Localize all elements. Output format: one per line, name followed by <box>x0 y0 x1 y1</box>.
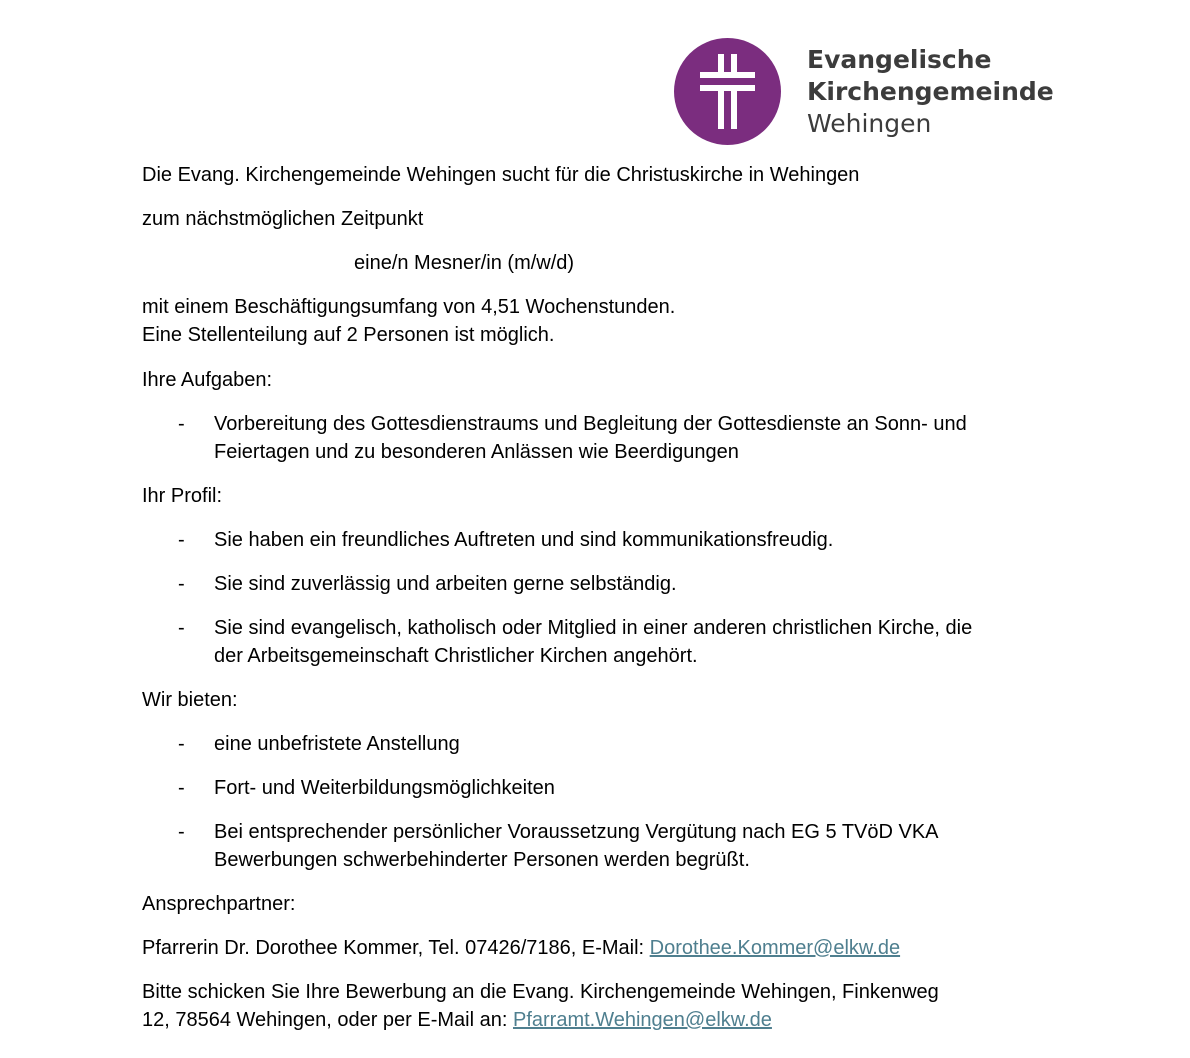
list-bullet: - <box>178 617 185 639</box>
position-title: eine/n Mesner/in (m/w/d) <box>354 252 575 274</box>
church-logo <box>674 38 1054 148</box>
list-item-text: Sie sind zuverlässig und arbeiten gerne selbständig. <box>214 573 677 595</box>
logo-line-3: Wehingen <box>807 109 932 138</box>
list-item-text: Fort- und Weiterbildungsmöglichkeiten <box>214 777 555 799</box>
intro-line-2: zum nächstmöglichen Zeitpunkt <box>142 208 424 230</box>
contact-line <box>142 934 900 962</box>
list-bullet: - <box>178 777 185 799</box>
list-item-text: Bewerbungen schwerbehinderter Personen werden begrüßt. <box>214 849 750 871</box>
list-item-text: Bei entsprechender persönlicher Voraussetzung Vergütung nach EG 5 TVöD VKA <box>214 821 939 843</box>
offer-heading: Wir bieten: <box>142 689 238 711</box>
list-item-text: Sie haben ein freundliches Auftreten und sind kommunikationsfreudig. <box>214 529 834 551</box>
list-bullet: - <box>178 821 185 843</box>
list-bullet: - <box>178 413 185 435</box>
logo-line-1: Evangelische <box>807 45 992 74</box>
list-item-text: Feiertagen und zu besonderen Anlässen wie Beerdigungen <box>214 441 739 463</box>
contact-heading: Ansprechpartner: <box>142 893 296 915</box>
list-item-text: eine unbefristete Anstellung <box>214 733 460 755</box>
scope-line-1: mit einem Beschäftigungsumfang von 4,51 Wochenstunden. <box>142 296 676 318</box>
list-item-text: der Arbeitsgemeinschaft Christlicher Kirchen angehört. <box>214 645 698 667</box>
apply-line-2 <box>142 1006 772 1034</box>
logo-circle <box>674 38 781 145</box>
logo-line-2: Kirchengemeinde <box>807 77 1054 106</box>
apply-line-1: Bitte schicken Sie Ihre Bewerbung an die Evang. Kirchengemeinde Wehingen, Finkenweg <box>142 981 939 1003</box>
tasks-heading: Ihre Aufgaben: <box>142 369 273 391</box>
list-bullet: - <box>178 529 185 551</box>
intro-line-1: Die Evang. Kirchengemeinde Wehingen sucht für die Christuskirche in Wehingen <box>142 164 860 186</box>
apply-text: 12, 78564 Wehingen, oder per E-Mail an: <box>142 1009 513 1031</box>
list-item-text: Sie sind evangelisch, katholisch oder Mitglied in einer anderen christlichen Kirche, die <box>214 617 973 639</box>
profile-heading: Ihr Profil: <box>142 485 223 507</box>
scope-line-2: Eine Stellenteilung auf 2 Personen ist möglich. <box>142 324 555 346</box>
list-bullet: - <box>178 733 185 755</box>
logo-wordmark <box>807 44 1054 140</box>
contact-email-link[interactable]: Dorothee.Kommer@elkw.de <box>649 937 901 959</box>
list-item-text: Vorbereitung des Gottesdienstraums und Begleitung der Gottesdienste an Sonn- und <box>214 413 967 435</box>
list-bullet: - <box>178 573 185 595</box>
cross-icon <box>674 38 781 145</box>
apply-email-link[interactable]: Pfarramt.Wehingen@elkw.de <box>512 1009 772 1031</box>
contact-text: Pfarrerin Dr. Dorothee Kommer, Tel. 07426/7186, E-Mail: <box>142 937 650 959</box>
